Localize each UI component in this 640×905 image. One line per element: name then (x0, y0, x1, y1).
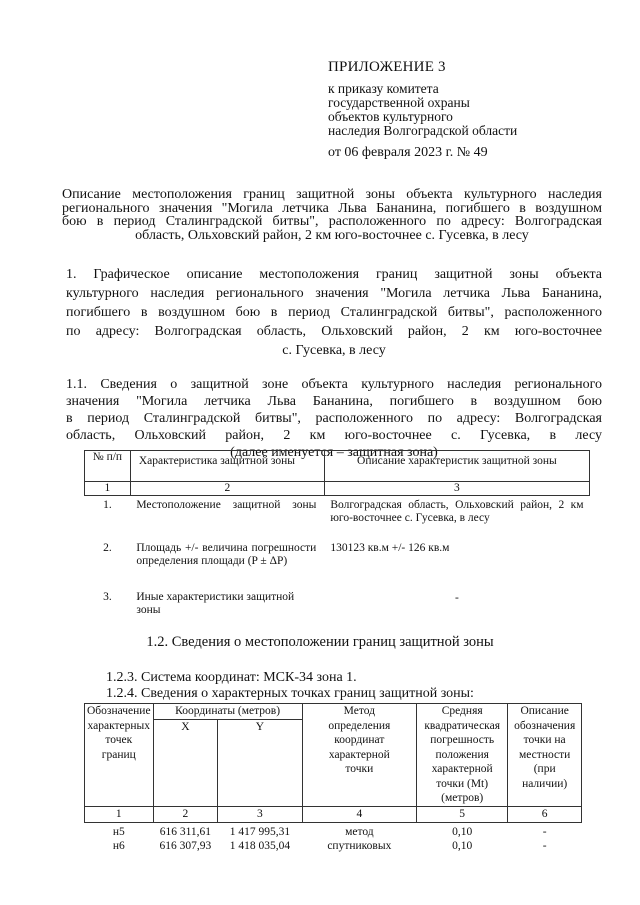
header-error: Средняя квадратическая погрешность положения характерной точки (Mt) (метров) (417, 704, 508, 807)
characteristic-text: Иные характеристики защитной зоны (136, 591, 295, 616)
header-point-description: Описание обозначения точки на местности (при наличии) (508, 704, 582, 807)
description-cell: - (454, 592, 459, 604)
table-row (85, 539, 590, 588)
column-number: 2 (130, 482, 324, 496)
point-id: н5 (112, 825, 125, 838)
annex-line: государственной охраны (328, 95, 470, 110)
coordinate-system: 1.2.3. Система координат: МСК-34 зона 1. (106, 670, 357, 685)
table-row (85, 588, 590, 625)
table-row (85, 839, 582, 854)
annex-date: от 06 февраля 2023 г. № 49 (328, 145, 488, 160)
method-value: метод (345, 825, 374, 838)
title-line: регионального значения "Могила летчика Льва Бананина, погибшего в воздушном (62, 200, 602, 216)
table-header-row (85, 704, 582, 720)
column-number: 3 (324, 482, 589, 496)
header-method: Метод определения координат характерной точки (302, 704, 416, 807)
column-number: 5 (417, 807, 508, 823)
header-x: X (153, 719, 218, 807)
column-number: 2 (153, 807, 218, 823)
annex-line: объектов культурного (328, 109, 453, 124)
annex-line: наследия Волгоградской области (328, 123, 518, 138)
point-description-value: - (542, 825, 547, 838)
title-line: бою в период Сталинградской битвы", расположенного по адресу: Волгоградская (62, 214, 602, 229)
characteristic-text (136, 542, 316, 568)
header-cell: Описание характеристик защитной зоны (324, 451, 589, 482)
characteristic-cell (130, 588, 324, 625)
characteristic-text-main: Площадь +/- величина погрешности определения площади (136, 542, 317, 567)
points-heading: 1.2.4. Сведения о характерных точках границ защитной зоны: (106, 686, 474, 701)
characteristic-cell (130, 539, 324, 588)
x-value: 616 311,61 (159, 825, 212, 838)
y-value: 1 417 995,31 (229, 825, 291, 838)
table-header-row (85, 451, 590, 482)
y-value: 1 418 035,04 (229, 840, 291, 852)
section-1-paragraph (66, 265, 602, 360)
error-value: 0,10 (452, 825, 473, 838)
column-number-row (85, 807, 582, 823)
table-row (85, 822, 582, 839)
row-number: 1. (103, 499, 112, 511)
header-coordinates: Координаты (метров) (153, 704, 302, 720)
table-row (85, 496, 590, 540)
row-number: 2. (103, 542, 112, 554)
section-1-1-paragraph (66, 376, 602, 461)
row-number: 3. (103, 591, 112, 603)
header-cell: № п/п (85, 451, 131, 482)
column-number: 4 (302, 807, 416, 823)
paragraph-line: погибшего в воздушном бою в период Сталинградской битвы", расположенного (66, 305, 602, 320)
column-number-row (85, 482, 590, 496)
column-number: 6 (508, 807, 582, 823)
paragraph-line: в период Сталинградской битвы", расположенного по адресу: Волгоградская (66, 411, 602, 426)
paragraph-line: 1. Графическое описание местоположения границ защитной зоны объекта (66, 267, 602, 282)
column-number: 1 (85, 807, 154, 823)
error-value: 0,10 (452, 840, 473, 852)
characteristic-cell (130, 496, 324, 540)
header-cell: Характеристика защитной зоны (130, 451, 324, 482)
boundary-points-table (84, 703, 582, 854)
area-formula: (P ± ΔP) (247, 555, 288, 567)
section-1-2-heading: 1.2. Сведения о местоположении границ защитной зоны (146, 634, 494, 650)
description-cell: 130123 кв.м +/- 126 кв.м (330, 542, 450, 554)
header-designation: Обозначение характерных точек границ (85, 704, 154, 807)
annex-line: к приказу комитета (328, 81, 439, 96)
paragraph-line: по адресу: Волгоградская область, Ольховский район, 2 км юго-восточнее (66, 324, 602, 339)
paragraph-line: культурного наследия регионального значения "Могила летчика Льва Бананина, (66, 286, 602, 301)
document-title (62, 188, 602, 242)
zone-characteristics-table (84, 450, 590, 625)
description-cell (324, 496, 589, 540)
point-description-value: - (542, 840, 547, 852)
title-line: область, Ольховский район, 2 км юго-восточнее с. Гусевка, в лесу (135, 227, 529, 243)
annex-title: ПРИЛОЖЕНИЕ 3 (328, 59, 446, 75)
point-id: н6 (112, 840, 125, 852)
characteristic-text: Местоположение защитной зоны (136, 499, 317, 511)
method-value: спутниковых (327, 840, 392, 852)
paragraph-line: значения "Могила летчика Льва Бананина, погибшего в воздушном бою (66, 394, 602, 409)
paragraph-line: с. Гусевка, в лесу (282, 343, 386, 358)
column-number: 3 (218, 807, 303, 823)
x-value: 616 307,93 (159, 840, 212, 852)
annex-order-reference (328, 82, 517, 138)
paragraph-line: (далее именуется – защитная зона) (230, 445, 438, 460)
description-text: Волгоградская область, Ольховский район, 2 км юго-восточнее с. Гусевка, в лесу (330, 499, 584, 524)
column-number: 1 (85, 482, 131, 496)
title-line: Описание местоположения границ защитной зоны объекта культурного наследия (62, 187, 602, 202)
paragraph-line: область, Ольховский район, 2 км юго-восточнее с. Гусевка, в лесу (66, 428, 602, 443)
paragraph-line: 1.1. Сведения о защитной зоне объекта культурного наследия регионального (66, 377, 602, 392)
header-y: Y (218, 719, 303, 807)
